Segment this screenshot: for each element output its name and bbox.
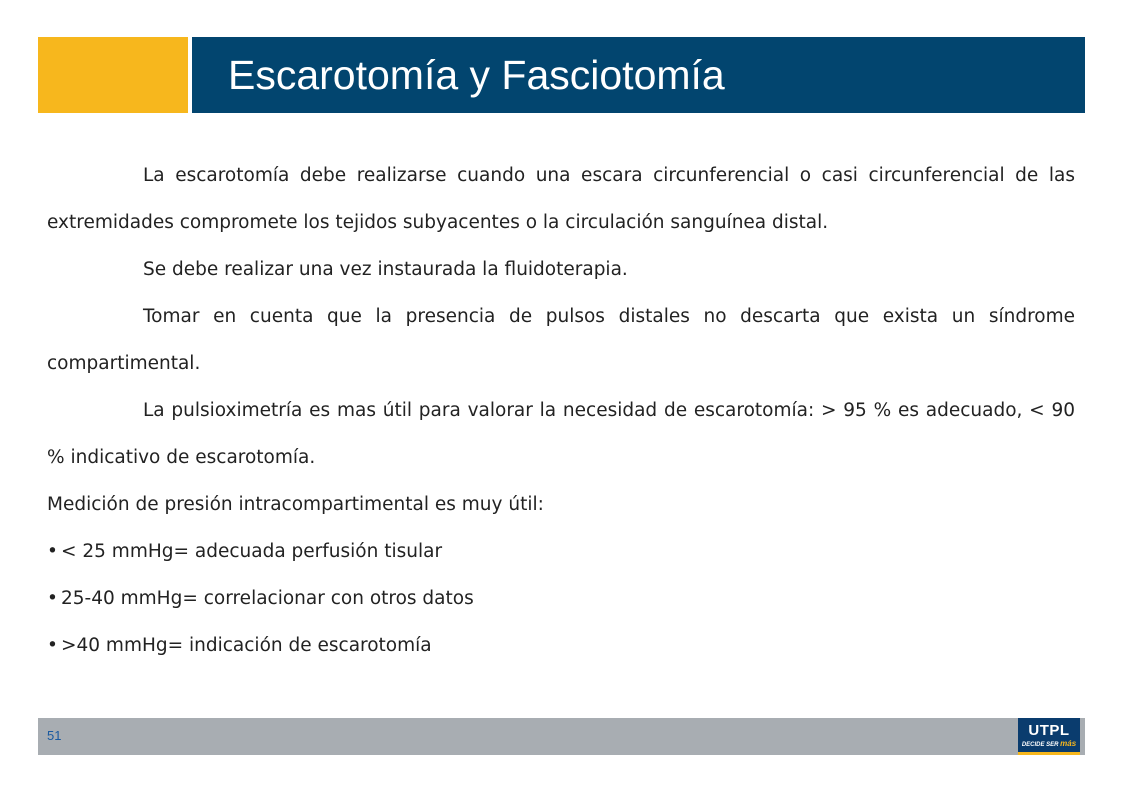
list-item xyxy=(47,575,1075,622)
logo-tagline: DECIDE SER más xyxy=(1021,739,1077,748)
paragraph-escarotomia: La escarotomía debe realizarse cuando una escara circunferencial o casi circunferencial de las extremidades compromete los tejidos subyacentes o la circulación sanguínea distal. xyxy=(47,165,1075,233)
list-item xyxy=(47,528,1075,575)
bullet-icon: • xyxy=(47,541,58,562)
slide-title: Escarotomía y Fasciotomía xyxy=(228,52,725,98)
paragraph-pulsos-distales: Tomar en cuenta que la presencia de pulsos distales no descarta que exista un síndrome compartimental. xyxy=(47,306,1075,374)
bullet-icon: • xyxy=(47,635,58,656)
bullet-text: >40 mmHg= indicación de escarotomía xyxy=(61,635,432,656)
measurement-intro: Medición de presión intracompartimental es muy útil: xyxy=(47,494,544,515)
list-item xyxy=(47,622,1075,669)
logo-stripe xyxy=(1018,752,1080,755)
title-banner xyxy=(192,37,1085,113)
bullet-text: < 25 mmHg= adecuada perfusión tisular xyxy=(61,541,443,562)
bullet-icon: • xyxy=(47,588,58,609)
title-bar xyxy=(38,37,1085,113)
bullet-text: 25-40 mmHg= correlacionar con otros datos xyxy=(61,588,474,609)
title-accent-block xyxy=(38,37,188,113)
footer-bar xyxy=(38,718,1085,755)
utpl-logo xyxy=(1018,718,1080,755)
slide-body xyxy=(47,152,1075,669)
paragraph-fluidoterapia: Se debe realizar una vez instaurada la fluidoterapia. xyxy=(143,259,628,280)
page-number: 51 xyxy=(47,728,62,743)
paragraph-pulsioximetria: La pulsioximetría es mas útil para valorar la necesidad de escarotomía: > 95 % es adecuado, < 90 % indicativo de escarotomía. xyxy=(47,400,1075,468)
logo-wordmark: UTPL xyxy=(1028,722,1070,739)
